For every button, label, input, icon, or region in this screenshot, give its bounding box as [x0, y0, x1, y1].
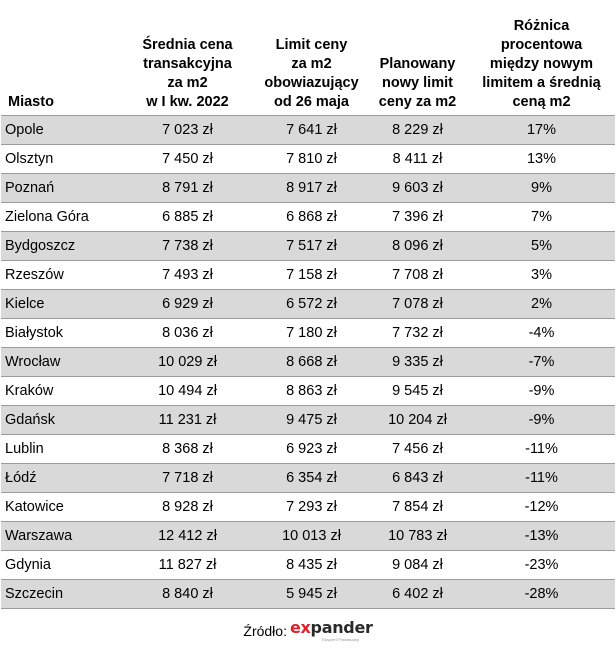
logo-rest: pander [310, 618, 373, 637]
cell-difference: 13% [468, 145, 615, 174]
cell-planned-limit: 6 843 zł [367, 464, 468, 493]
cell-difference: -9% [468, 377, 615, 406]
table-row [1, 435, 615, 464]
cell-difference: -12% [468, 493, 615, 522]
header-price-limit-line: obowiazujący [264, 75, 359, 91]
cell-price-limit: 6 572 zł [256, 290, 367, 319]
table-row [1, 377, 615, 406]
cell-city: Poznań [1, 174, 119, 203]
cell-planned-limit: 10 783 zł [367, 522, 468, 551]
cell-planned-limit: 8 411 zł [367, 145, 468, 174]
cell-price-limit: 7 517 zł [256, 232, 367, 261]
cell-avg-price: 8 840 zł [119, 580, 256, 609]
cell-planned-limit: 8 096 zł [367, 232, 468, 261]
cell-avg-price: 6 885 zł [119, 203, 256, 232]
cell-planned-limit: 9 603 zł [367, 174, 468, 203]
table-row [1, 174, 615, 203]
cell-city: Wrocław [1, 348, 119, 377]
header-price-limit-line: Limit ceny [275, 37, 348, 53]
header-avg-price-line: Średnia cena [142, 37, 233, 53]
cell-planned-limit: 7 708 zł [367, 261, 468, 290]
header-planned-limit-line: Planowany [379, 56, 456, 72]
header-avg-price-line: za m2 [167, 75, 208, 91]
cell-price-limit: 7 810 zł [256, 145, 367, 174]
cell-difference: -11% [468, 464, 615, 493]
cell-planned-limit: 6 402 zł [367, 580, 468, 609]
cell-difference: 2% [468, 290, 615, 319]
table-row [1, 232, 615, 261]
source-label: Źródło: [243, 623, 287, 639]
cell-planned-limit: 10 204 zł [367, 406, 468, 435]
cell-planned-limit: 9 084 zł [367, 551, 468, 580]
cell-avg-price: 8 368 zł [119, 435, 256, 464]
header-difference-line: limitem a średnią [482, 75, 601, 91]
header-difference-line: między nowym [489, 56, 594, 72]
logo-tagline: Ekspert Finansowy [321, 637, 360, 642]
cell-price-limit: 7 293 zł [256, 493, 367, 522]
table-row [1, 319, 615, 348]
header-price-limit [256, 0, 367, 116]
cell-difference: -23% [468, 551, 615, 580]
table-row [1, 116, 615, 145]
cell-avg-price: 7 738 zł [119, 232, 256, 261]
header-row [1, 0, 615, 116]
logo-prefix: ex [289, 618, 311, 637]
cell-city: Szczecin [1, 580, 119, 609]
table-row [1, 348, 615, 377]
cell-city: Olsztyn [1, 145, 119, 174]
cell-avg-price: 8 036 zł [119, 319, 256, 348]
cell-avg-price: 6 929 zł [119, 290, 256, 319]
table-row [1, 406, 615, 435]
cell-price-limit: 8 668 zł [256, 348, 367, 377]
cell-difference: -7% [468, 348, 615, 377]
cell-avg-price: 7 718 zł [119, 464, 256, 493]
cell-city: Rzeszów [1, 261, 119, 290]
header-difference-line: ceną m2 [512, 94, 571, 110]
cell-difference: -9% [468, 406, 615, 435]
cell-city: Bydgoszcz [1, 232, 119, 261]
header-planned-limit [367, 0, 468, 116]
cell-planned-limit: 7 854 zł [367, 493, 468, 522]
cell-planned-limit: 9 335 zł [367, 348, 468, 377]
cell-planned-limit: 7 456 zł [367, 435, 468, 464]
cell-city: Białystok [1, 319, 119, 348]
cell-avg-price: 7 450 zł [119, 145, 256, 174]
cell-price-limit: 10 013 zł [256, 522, 367, 551]
header-avg-price [119, 0, 256, 116]
table-row [1, 464, 615, 493]
cell-city: Zielona Góra [1, 203, 119, 232]
cell-city: Lublin [1, 435, 119, 464]
cell-planned-limit: 9 545 zł [367, 377, 468, 406]
table-row [1, 580, 615, 609]
table-row [1, 203, 615, 232]
cell-planned-limit: 7 732 zł [367, 319, 468, 348]
cell-planned-limit: 7 078 zł [367, 290, 468, 319]
source-footer [0, 616, 616, 646]
cell-city: Katowice [1, 493, 119, 522]
cell-avg-price: 8 791 zł [119, 174, 256, 203]
cell-difference: -11% [468, 435, 615, 464]
cell-city: Kielce [1, 290, 119, 319]
table-row [1, 290, 615, 319]
table-row [1, 551, 615, 580]
cell-city: Opole [1, 116, 119, 145]
cell-difference: -4% [468, 319, 615, 348]
cell-price-limit: 7 158 zł [256, 261, 367, 290]
cell-difference: 7% [468, 203, 615, 232]
table-body [1, 116, 615, 609]
expander-logo [290, 618, 373, 644]
cell-price-limit: 8 917 zł [256, 174, 367, 203]
cell-city: Gdynia [1, 551, 119, 580]
cell-planned-limit: 7 396 zł [367, 203, 468, 232]
cell-price-limit: 7 180 zł [256, 319, 367, 348]
cell-difference: -28% [468, 580, 615, 609]
cell-avg-price: 7 493 zł [119, 261, 256, 290]
header-price-limit-line: za m2 [291, 56, 332, 72]
table-row [1, 261, 615, 290]
logo-wordmark [290, 618, 373, 638]
header-difference [468, 0, 615, 116]
cell-price-limit: 8 863 zł [256, 377, 367, 406]
cell-avg-price: 7 023 zł [119, 116, 256, 145]
header-planned-limit-line: ceny za m2 [378, 94, 457, 110]
cell-avg-price: 10 029 zł [119, 348, 256, 377]
cell-price-limit: 8 435 zł [256, 551, 367, 580]
cell-avg-price: 12 412 zł [119, 522, 256, 551]
cell-price-limit: 7 641 zł [256, 116, 367, 145]
cell-difference: 5% [468, 232, 615, 261]
table-row [1, 493, 615, 522]
cell-avg-price: 11 827 zł [119, 551, 256, 580]
cell-city: Warszawa [1, 522, 119, 551]
header-difference-line: Różnica [513, 18, 570, 34]
cell-avg-price: 8 928 zł [119, 493, 256, 522]
cell-difference: 3% [468, 261, 615, 290]
cell-price-limit: 5 945 zł [256, 580, 367, 609]
cell-price-limit: 9 475 zł [256, 406, 367, 435]
header-difference-line: procentowa [500, 37, 583, 53]
price-comparison-table [1, 0, 615, 609]
cell-price-limit: 6 868 zł [256, 203, 367, 232]
cell-price-limit: 6 354 zł [256, 464, 367, 493]
cell-avg-price: 10 494 zł [119, 377, 256, 406]
cell-price-limit: 6 923 zł [256, 435, 367, 464]
cell-city: Kraków [1, 377, 119, 406]
cell-difference: 17% [468, 116, 615, 145]
cell-difference: -13% [468, 522, 615, 551]
table-header [1, 0, 615, 116]
cell-city: Łódź [1, 464, 119, 493]
header-avg-price-line: w I kw. 2022 [146, 94, 229, 110]
header-planned-limit-line: nowy limit [382, 75, 453, 91]
cell-avg-price: 11 231 zł [119, 406, 256, 435]
header-price-limit-line: od 26 maja [274, 94, 349, 110]
table-row [1, 145, 615, 174]
header-city: Miasto [1, 0, 119, 116]
cell-difference: 9% [468, 174, 615, 203]
table-row [1, 522, 615, 551]
cell-planned-limit: 8 229 zł [367, 116, 468, 145]
cell-city: Gdańsk [1, 406, 119, 435]
header-avg-price-line: transakcyjna [143, 56, 232, 72]
